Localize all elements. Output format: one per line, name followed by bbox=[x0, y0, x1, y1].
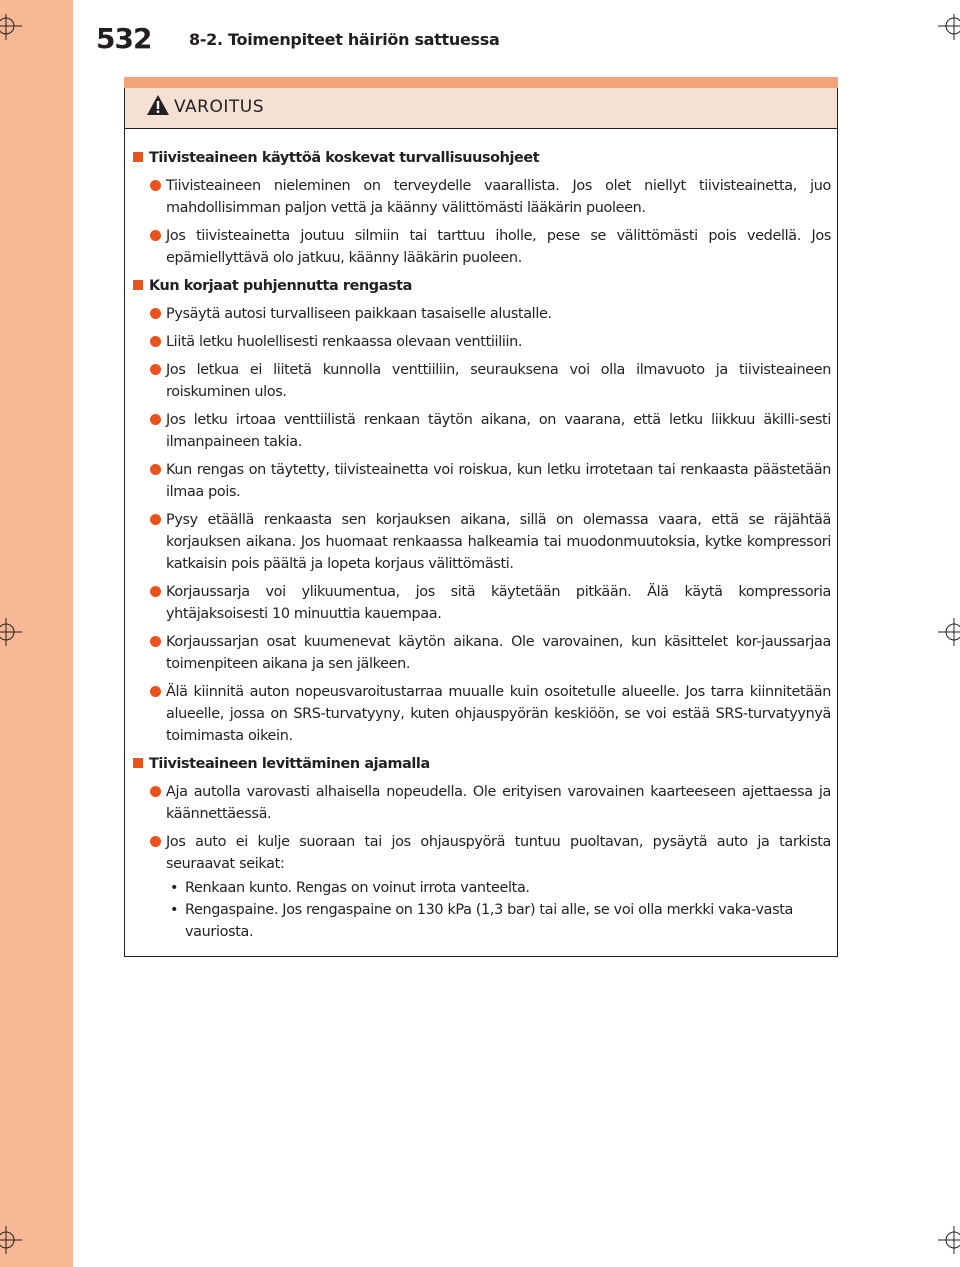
circle-bullet-icon bbox=[150, 364, 161, 375]
section-title: 8-2. Toimenpiteet häiriön sattuessa bbox=[189, 30, 500, 49]
sub-list-item bbox=[133, 877, 831, 899]
warning-box bbox=[124, 77, 838, 957]
crop-mark-top-right bbox=[934, 14, 960, 44]
circle-bullet-icon bbox=[150, 636, 161, 647]
warning-top-bar bbox=[124, 77, 838, 88]
warning-label: VAROITUS bbox=[174, 97, 264, 117]
circle-bullet-icon bbox=[150, 686, 161, 697]
circle-bullet-icon bbox=[150, 514, 161, 525]
crop-mark-bottom-right bbox=[934, 1226, 960, 1256]
small-bullet-icon: • bbox=[170, 902, 179, 918]
list-item bbox=[133, 175, 831, 219]
circle-bullet-icon bbox=[150, 308, 161, 319]
sub-list-item bbox=[133, 899, 831, 943]
list-item-text: Kun rengas on täytetty, tiivisteainetta voi roiskua, kun letku irrotetaan tai renkaasta päästetään ilmaa pois. bbox=[166, 462, 831, 500]
sub-list-item-text: Rengaspaine. Jos rengaspaine on 130 kPa (1,3 bar) tai alle, se voi olla merkki vaka-vasta vauriosta. bbox=[185, 902, 794, 940]
list-item bbox=[133, 581, 831, 625]
list-item bbox=[133, 509, 831, 575]
section-heading bbox=[133, 147, 831, 169]
warning-content bbox=[133, 147, 831, 943]
circle-bullet-icon bbox=[150, 180, 161, 191]
page-header bbox=[96, 22, 936, 58]
sub-list-item-text: Renkaan kunto. Rengas on voinut irrota vanteelta. bbox=[185, 880, 530, 896]
crop-mark-top-left bbox=[0, 14, 30, 44]
circle-bullet-icon bbox=[150, 786, 161, 797]
page-number: 532 bbox=[96, 22, 152, 55]
list-item bbox=[133, 781, 831, 825]
list-item bbox=[133, 631, 831, 675]
crop-mark-bottom-left bbox=[0, 1226, 30, 1256]
list-item-text: Aja autolla varovasti alhaisella nopeudella. Ole erityisen varovainen kaarteeseen ajettaessa ja käännettäessä. bbox=[166, 784, 831, 822]
list-item-text: Liitä letku huolellisesti renkaassa olevaan venttiiliin. bbox=[166, 334, 523, 350]
square-bullet-icon bbox=[133, 280, 143, 290]
list-item bbox=[133, 831, 831, 875]
section-heading bbox=[133, 753, 831, 775]
square-bullet-icon bbox=[133, 152, 143, 162]
list-item bbox=[133, 225, 831, 269]
list-item-text: Jos letkua ei liitetä kunnolla venttiiliin, seurauksena voi olla ilmavuoto ja tiivisteaineen roiskuminen ulos. bbox=[166, 362, 831, 400]
circle-bullet-icon bbox=[150, 586, 161, 597]
square-bullet-icon bbox=[133, 758, 143, 768]
list-item bbox=[133, 409, 831, 453]
warning-header bbox=[125, 88, 837, 129]
small-bullet-icon: • bbox=[170, 880, 179, 896]
list-item-text: Tiivisteaineen nieleminen on terveydelle vaarallista. Jos olet niellyt tiivisteainetta, juo mahdollisimman paljon vettä ja käänny välittömästi lääkärin puoleen. bbox=[166, 178, 831, 216]
crop-mark-mid-left bbox=[0, 618, 30, 648]
list-item bbox=[133, 459, 831, 503]
circle-bullet-icon bbox=[150, 336, 161, 347]
list-item bbox=[133, 359, 831, 403]
list-item-text: Korjaussarja voi ylikuumentua, jos sitä käytetään pitkään. Älä käytä kompressoria yhtäjaksoisesti 10 minuuttia kauempaa. bbox=[166, 584, 831, 622]
circle-bullet-icon bbox=[150, 464, 161, 475]
section-heading-text: Tiivisteaineen käyttöä koskevat turvallisuusohjeet bbox=[149, 150, 540, 166]
section-heading-text: Kun korjaat puhjennutta rengasta bbox=[149, 278, 412, 294]
section-heading bbox=[133, 275, 831, 297]
list-item-text: Jos tiivisteainetta joutuu silmiin tai tarttuu iholle, pese se välittömästi pois vedellä. Jos epämiellyttävä olo jatkuu, käänny lääkärin puoleen. bbox=[166, 228, 831, 266]
circle-bullet-icon bbox=[150, 230, 161, 241]
list-item-text: Jos auto ei kulje suoraan tai jos ohjauspyörä tuntuu puoltavan, pysäytä auto ja tarkista seuraavat seikat: bbox=[166, 834, 831, 872]
list-item bbox=[133, 331, 831, 353]
list-item bbox=[133, 681, 831, 747]
list-item-text: Älä kiinnitä auton nopeusvaroitustarraa muualle kuin osoitetulle alueelle. Jos tarra kiinnitetään alueelle, jossa on SRS-turvatyyny, kuten ohjauspyörän keskiöön, se voi estää SRS-turvatyynyä toimimasta oikein. bbox=[166, 684, 831, 744]
list-item bbox=[133, 303, 831, 325]
list-item-text: Jos letku irtoaa venttiilistä renkaan täytön aikana, on vaarana, että letku liikkuu äkilli-sesti ilmanpaineen takia. bbox=[166, 412, 831, 450]
list-item-text: Korjaussarjan osat kuumenevat käytön aikana. Ole varovainen, kun käsittelet kor-jaussarjaa toimenpiteen aikana ja sen jälkeen. bbox=[166, 634, 831, 672]
warning-triangle-icon bbox=[146, 94, 170, 120]
section-heading-text: Tiivisteaineen levittäminen ajamalla bbox=[149, 756, 430, 772]
circle-bullet-icon bbox=[150, 414, 161, 425]
circle-bullet-icon bbox=[150, 836, 161, 847]
list-item-text: Pysäytä autosi turvalliseen paikkaan tasaiselle alustalle. bbox=[166, 306, 552, 322]
list-item-text: Pysy etäällä renkaasta sen korjauksen aikana, sillä on olemassa vaara, että se räjähtää korjauksen aikana. Jos huomaat renkaassa halkeamia tai muodonmuutoksia, kytke kompressori katkaisin pois päältä ja lopeta korjaus välittömästi. bbox=[166, 512, 831, 572]
crop-mark-mid-right bbox=[934, 618, 960, 648]
